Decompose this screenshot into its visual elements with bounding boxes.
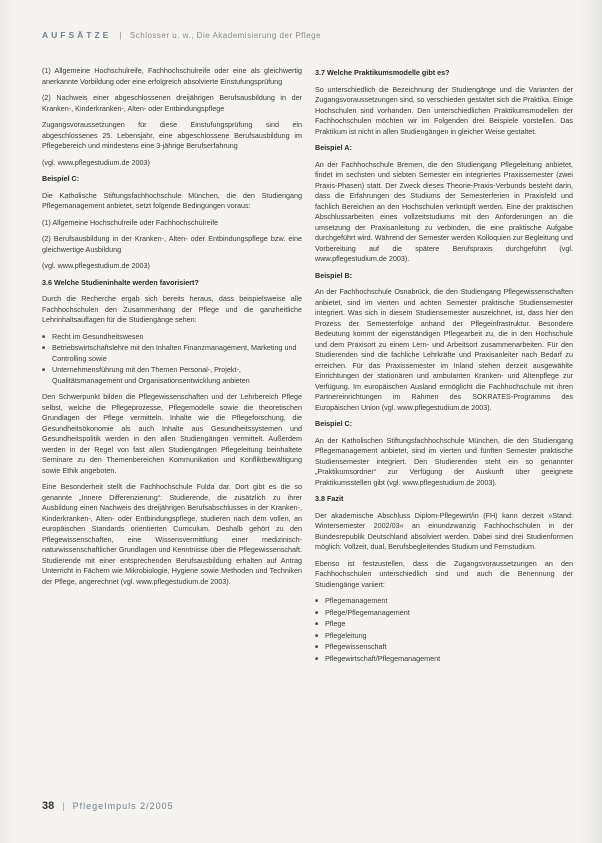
paragraph: (2) Berufsausbildung in der Kranken-, Alten- oder Entbindungspflege bzw. eine gleichwertige Ausbildung <box>42 234 302 254</box>
paragraph: (1) Allgemeine Hochschulreife oder Fachhochschulreife <box>42 217 219 227</box>
header-section: AUFSÄTZE <box>42 30 112 40</box>
page-right-shade <box>578 0 602 843</box>
example-heading: Beispiel A: <box>315 143 352 152</box>
header-separator: | <box>119 31 122 40</box>
bullet-item: ■ Pflegeleitung <box>315 631 573 642</box>
example-heading: Beispiel C: <box>315 419 353 428</box>
page-footer <box>42 800 174 812</box>
journal-name: PflegeImpuls 2/2005 <box>72 801 174 811</box>
paragraph: (vgl. www.pflegestudium.de 2003) <box>42 157 150 167</box>
section-heading: 3.7 Welche Praktikumsmodelle gibt es? <box>315 68 450 77</box>
right-column <box>315 66 573 670</box>
bullet-item: ■ Betriebswirtschaftslehre mit den Inhalten Finanzmanagement, Marketing und Controlling sowie <box>42 343 302 364</box>
bullet-item: ■ Pflegewirtschaft/Pflegemanagement <box>315 654 573 665</box>
paragraph: An der Fachhochschule Osnabrück, die den Studiengang Pflegewissenschaften anbietet, sind im vierten und achten Semester praktische Studiensemester integriert. Was sich in diesem Studiensemester auszeichnet, ist, dass hier den Prozess der Semesterfolge anhand der Pflegeinfrastruktur. Besondere Bedeutung kommt der eigenständigen Pflegearbeit zu, die in den Hochschule und dem Praxisort zu einem Lern- und Arbeitsort zusammenarbeiten. Für den Studierenden sind die fachliche Lehrkräfte und Praxisanleiter nach Bedarf zu erreichen. Für das Praxissemester im Inland stehen derzeit ausgewählte Einrichtungen der stationären und ambulanten Kranken- und Altenpflege zur Verfügung. Im europäischen Ausland ermöglicht die Fachhochschule mit ihren Partnereinrichtungen im Rahmen des SOKRATES-Programms des Europäischen Union (vgl. www.pflegestudium.de 2003). <box>315 287 573 412</box>
bullet-item: ■ Pflege/Pflegemanagement <box>315 608 573 619</box>
section-heading: 3.6 Welche Studieninhalte werden favorisiert? <box>42 277 199 287</box>
paragraph: Die Katholische Stiftungsfachhochschule München, die den Studiengang Pflegemanagement anbietet, setzt folgende Bedingungen voraus: <box>42 190 302 210</box>
paragraph: Der akademische Abschluss Diplom-Pflegewirt/in (FH) kann derzeit »Stand: Wintersemester 2002/03« an einundzwanzig Fachhochschulen in der Bundesrepublik Deutschland absolviert werden. Dabei sind drei Studienformen möglich: Vollzeit, dual, Berufsbegleitendes Studium und Fernstudium. <box>315 510 573 551</box>
bullet-item: ■ Pflegemanagement <box>315 596 573 607</box>
bullet-item: ■ Recht im Gesundheitswesen <box>42 332 302 343</box>
paragraph: (1) Allgemeine Hochschulreife, Fachhochschulreife oder eine als gleichwertig anerkannte Vorbildung oder eine erfolgreich absolvierte Einstufungsprüfung <box>42 66 302 86</box>
bullet-list <box>315 596 573 664</box>
paragraph: An der Katholischen Stiftungsfachhochschule München, die den Studiengang Pflegemanagement anbietet, sind im vierten und fünften Semester praktische Studiensemester integriert. Den Studierenden steht ein so genannter „Praktikumsordner“ zur Verfügung der Auskunft über geeignete Praktikumsstellen gibt (vgl. www.pflegestudium.de 2003). <box>315 435 573 487</box>
bullet-item: ■ Pflegewissenschaft <box>315 642 573 653</box>
left-column <box>42 66 302 593</box>
paragraph: Eine Besonderheit stellt die Fachhochschule Fulda dar. Dort gibt es die so genannte „Innere Differenzierung“: Studierende, die zusätzlich zu ihrer Ausbildung einen Nachweis des dreijährigen Berufsabschlusses in der Kranken-, Kinderkranken-, Alten- oder Entbindungspflege, studieren nach dem vollen, an europäischen Standards orientierten Curriculum. Deshalb gehört zu den Pflegewissenschaften, eine Wissensvermittlung einer medizinisch-naturwissenschaftlicher Grundlagen und Kenntnisse über die Pflegewissenschaft. Studierende mit einer entsprechenden Berufsausbildung erhalten auf Antrag Unterricht in Fächern wie Mikrobiologie, Hygiene sowie Methoden und Techniken der Pflege, angerechnet (vgl. www.pflegestudium.de 2003). <box>42 482 302 586</box>
page-number: 38 <box>42 800 55 812</box>
paragraph: Zugangsvoraussetzungen für diese Einstufungsprüfung sind ein abgeschlossenes 25. Lebensjahr, eine abgeschlossene Berufsausbildung im Pflegebereich und mindestens eine 3-jährige Berufserfahrung <box>42 120 302 150</box>
bullet-item: ■ Pflege <box>315 619 573 630</box>
paragraph: (2) Nachweis einer abgeschlossenen dreijährigen Berufsausbildung in der Kranken-, Kinderkranken-, Alten- oder Entbindungspflege <box>42 93 302 113</box>
paragraph: Ebenso ist festzustellen, dass die Zugangsvoraussetzungen an den Fachhochschulen unterschiedlich sind und auch die Benennung der Studiengänge variiert: <box>315 558 573 589</box>
footer-separator: | <box>62 801 65 811</box>
paragraph: Den Schwerpunkt bilden die Pflegewissenschaften und der Lehrbereich Pflege selbst, welche die Pflegeprozesse, Pflegemodelle sowie die theoretischen Grundlagen der Pflege vermitteln. Inhalte wie die Pflegeforschung, die Gesundheitsökonomie als auch Inhalte aus Gesundheitssystemen und Gesundheitspolitik werden in den allen Studiengängen vermittelt. Außerdem werden in der Regel von fast allen Studiengängen Pflegeleitung beinhaltete Seminare zu den Themenbereichen Kommunikation und Konfliktbewältigung sowie Ethik angeboten. <box>42 392 302 475</box>
section-heading: 3.8 Fazit <box>315 494 344 503</box>
bullet-item: ■ Unternehmensführung mit den Themen Personal-, Projekt-, Qualitätsmanagement und Organisationsentwicklung anbieten <box>42 365 302 386</box>
example-heading: Beispiel B: <box>315 270 353 280</box>
page-left-shade <box>0 0 14 843</box>
paragraph: (vgl. www.pflegestudium.de 2003) <box>42 261 150 270</box>
paragraph: An der Fachhochschule Bremen, die den Studiengang Pflegeleitung anbietet, findet im sechsten und siebten Semester ein integriertes Praxissemester (zwei Praxis-Phasen) statt. Der Zweck dieses Theorie-Praxis-Verbunds besteht darin, dass die Erfahrungen des Studiums der Semesterferien in Praxisfeld und fachlich Bereichen an den Hochschulen verknüpft werden. Eine der praktischen Abschlussarbeiten eines vollzeitstudiums mit den Anforderungen an die umsetzung der Praxisanleitung zu verbinden, die eine praktische Aufgabe durchgeführt wird. Während der Semester werden Kolloquien zur Begleitung und Vorbereitung auf die spätere Berufspraxis durchgeführt (vgl. www.pflegestudium.de 2003). <box>315 159 573 263</box>
paragraph: So unterschiedlich die Bezeichnung der Studiengänge und die Varianten der Zugangsvoraussetzungen sind, so verschieden gestaltet sich die Praktika. Einige Hochschulen sind vorhanden. Den unterschiedlichen Praktikumsmodellen der Fachhochschulen möchten wir im Folgenden drei Beispiele vorstellen. Das Praktikum ist nicht in allen Studiengängen in gleicher Weise gestaltet. <box>315 84 573 136</box>
header-title: Schlosser u. w., Die Akademisierung der Pflege <box>129 31 322 40</box>
running-header <box>42 30 562 44</box>
example-heading: Beispiel C: <box>42 174 80 183</box>
paragraph: Durch die Recherche ergab sich bereits heraus, dass beispielsweise alle Fachhochschulen den Zusammenhang der Pflege und die ganzheitliche Lehrinhaltsauflagen für die Studiengänge sehen: <box>42 294 302 324</box>
bullet-list <box>42 332 302 387</box>
